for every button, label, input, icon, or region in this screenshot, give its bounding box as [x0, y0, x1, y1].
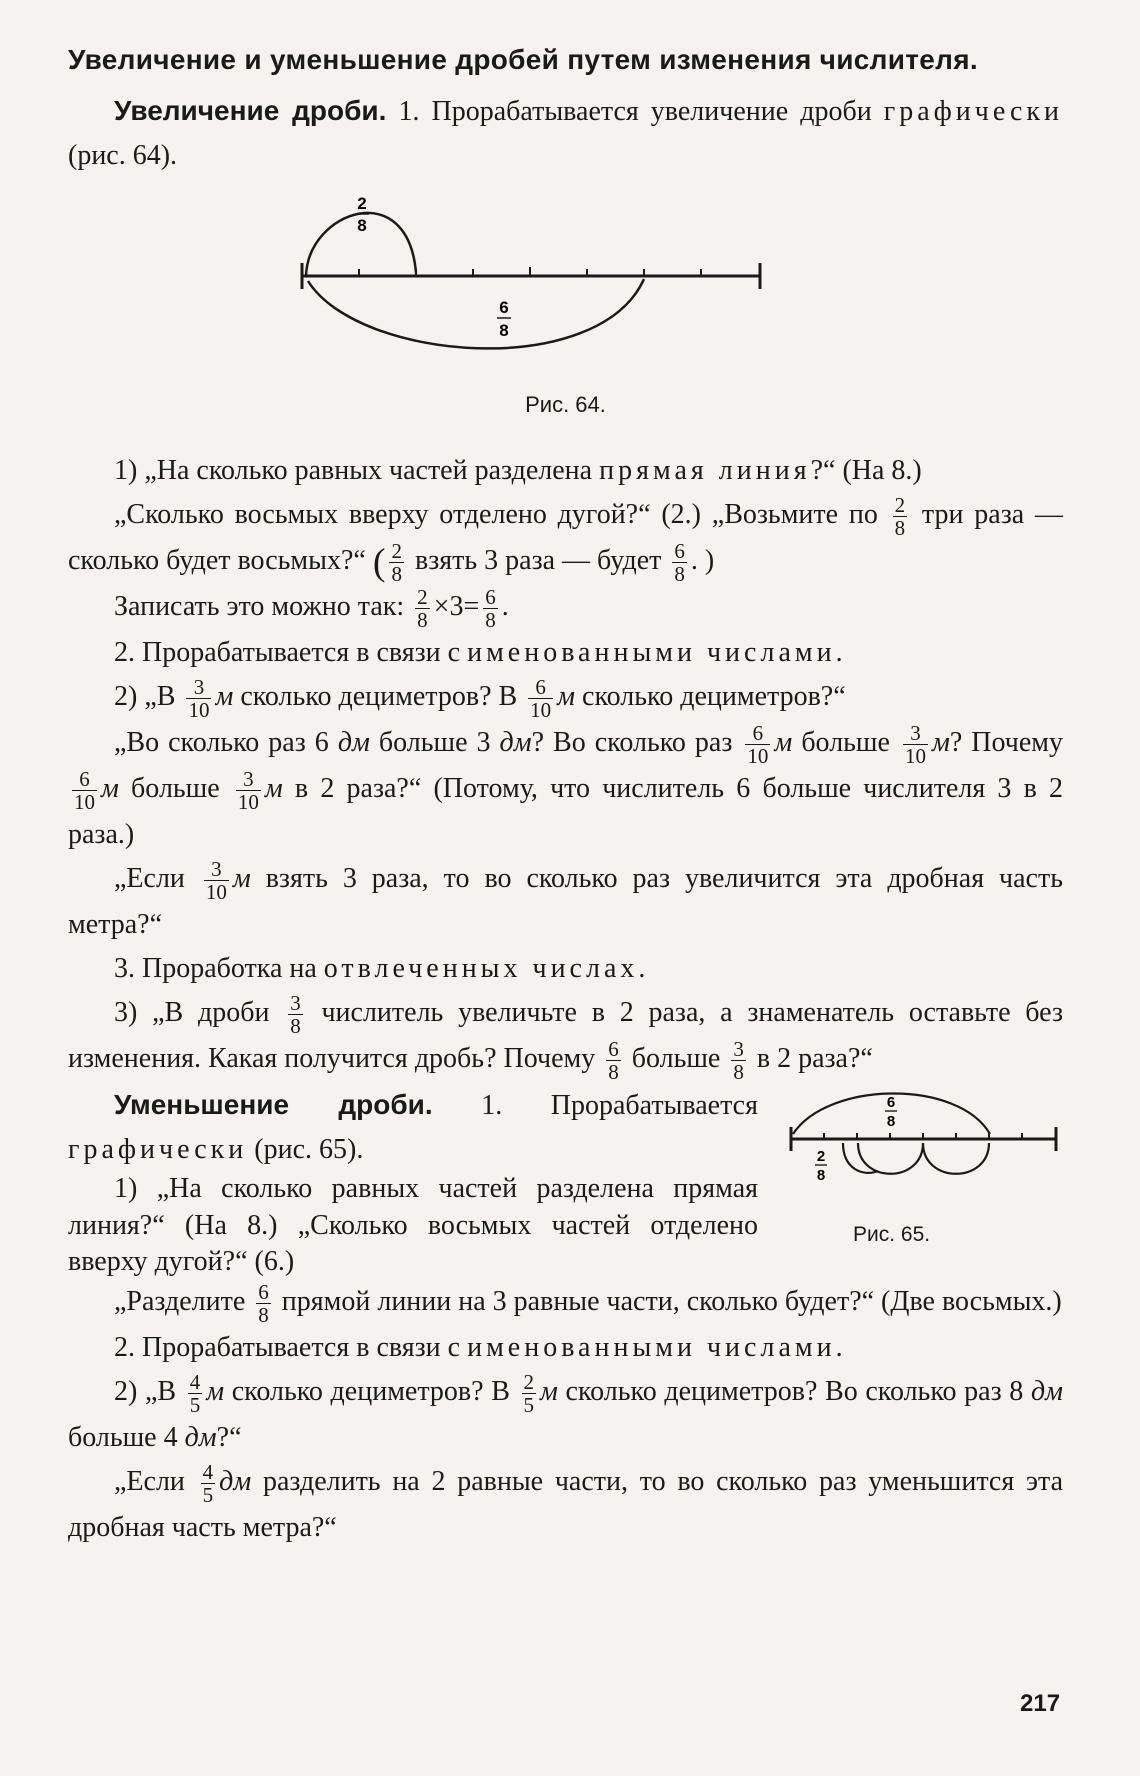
- bottom-arc-3: [923, 1143, 989, 1174]
- increase-write: Записать это можно так: $\frac{2}{8}$ ×3= $\frac{6}{8}$ .: [114, 585, 509, 633]
- wrap-block: [68, 991, 1063, 1281]
- bottom-arc-2: [858, 1143, 923, 1174]
- figure-65-caption: Рис. 65.: [853, 1222, 931, 1246]
- decrease-heading: Уменьшение дроби.: [114, 1088, 433, 1120]
- top-arc-frac-num: 2: [357, 194, 367, 214]
- bottom-arc-frac-num: 6: [499, 298, 509, 318]
- fraction-6-8: $\frac{6}{8}$: [674, 539, 685, 587]
- fraction-3-10: $\frac{3}{10}$: [188, 675, 210, 723]
- decrease-q1: 1) „На сколько равных частей разделена прямая линия?“ (На 8.) „Сколько восьмых частей отделено вверху дугой?“ (6.): [68, 1173, 758, 1277]
- increase-q2: „Сколько восьмых вверху отделено дугой?“ (2.) „Возьмите по $\frac{2}{8}$ три раза — сколько будет восьмых?“ ( $\frac{2}{8}$ взять 3 раза — будет $\frac{6}{8}$ . ): [68, 493, 1063, 587]
- top-arc-frac-den: 8: [886, 1112, 896, 1130]
- fraction-3-8: $\frac{3}{8}$: [290, 990, 301, 1038]
- decrease-intro: Уменьшение дроби. 1. Прорабатывается графически (рис. 65).: [68, 1088, 758, 1165]
- decrease-q2: „Разделите $\frac{6}{8}$ прямой линии на 3 равные части, сколько будет?“ (Две восьмых.): [114, 1280, 1062, 1328]
- fraction-6-8: $\frac{6}{8}$: [608, 1036, 619, 1084]
- decrease-block: [68, 1083, 1063, 1281]
- increase-q1: 1) „На сколько равных частей разделена прямая линия?“ (На 8.): [114, 455, 922, 487]
- fraction-2-8: $\frac{2}{8}$: [417, 585, 428, 633]
- decrease-part2: 2. Прорабатывается в связи с именованными числами.: [114, 1332, 843, 1364]
- fraction-3-10: $\frac{3}{10}$: [904, 721, 926, 769]
- fraction-2-8: $\frac{2}{8}$: [894, 493, 906, 541]
- page: [68, 42, 1063, 1550]
- figure-65: [788, 1089, 1063, 1259]
- fraction-6-10: $\frac{6}{10}$: [530, 675, 552, 723]
- fraction-6-8: $\frac{6}{8}$: [258, 1280, 269, 1328]
- decrease-n2: 2) „В $\frac{4}{5}$ м сколько дециметров? В $\frac{2}{5}$ м сколько дециметров? Во сколько раз 8 дм больше 4 дм?“: [68, 1370, 1063, 1454]
- fraction-2-8: $\frac{2}{8}$: [391, 539, 402, 587]
- figure-65-drawing: [788, 1089, 1063, 1219]
- fraction-3-10: $\frac{3}{10}$: [205, 857, 227, 905]
- increase-intro: Увеличение дроби. 1. Прорабатывается увеличение дроби графически (рис. 64).: [68, 95, 1064, 171]
- increase-n3: „Во сколько раз 6 дм больше 3 дм? Во сколько раз $\frac{6}{10}$ м больше $\frac{3}{10}$ м? Почему $\frac{6}{10}$ м больше $\frac{3}{10}$ м в 2 раза?“ (Потому, что числитель 6 больше числителя 3 в 2 раза.): [68, 721, 1063, 851]
- fraction-6-8: $\frac{6}{8}$: [485, 585, 496, 633]
- fraction-6-10: $\frac{6}{10}$: [74, 767, 95, 815]
- bottom-arc: [308, 279, 644, 348]
- fraction-2-5: $\frac{2}{5}$: [523, 1370, 535, 1418]
- section-title: Увеличение и уменьшение дробей путем изменения числителя.: [68, 44, 978, 75]
- increase-n2: 2) „В $\frac{3}{10}$ м сколько дециметров? В $\frac{6}{10}$ м сколько дециметров?“: [114, 675, 846, 723]
- figure-64-drawing: [298, 181, 778, 381]
- fraction-4-5: $\frac{4}{5}$: [189, 1370, 201, 1418]
- figure-64-caption: Рис. 64.: [525, 392, 606, 418]
- increase-n4: „Если $\frac{3}{10}$ м взять 3 раза, то во сколько раз увеличится эта дробная часть метра?“: [68, 857, 1063, 941]
- fraction-3-10: $\frac{3}{10}$: [237, 767, 259, 815]
- top-arc-frac-num: 6: [886, 1093, 896, 1111]
- left-frac-den: 8: [816, 1166, 826, 1184]
- increase-part2: 2. Прорабатывается в связи с именованными числами.: [114, 637, 843, 669]
- top-arc-frac-den: 8: [357, 216, 367, 236]
- page-number: 217: [1020, 1690, 1061, 1717]
- decrease-n3: „Если $\frac{4}{5}$ дм разделить на 2 равные части, то во сколько раз уменьшится эта дробная часть метра?“: [68, 1459, 1063, 1544]
- left-frac-num: 2: [816, 1147, 826, 1165]
- increase-part3: 3. Проработка на отвлеченных числах.: [114, 952, 646, 984]
- increase-heading: Увеличение дроби.: [114, 95, 387, 126]
- figure-64: [68, 181, 1063, 421]
- fraction-3-8: $\frac{3}{8}$: [733, 1036, 744, 1084]
- bottom-arc-frac-den: 8: [499, 321, 509, 341]
- increase-n5: 3) „В дроби $\frac{3}{8}$ числитель увеличьте в 2 раза, а знаменатель оставьте без изменения. Какая получится дробь? Почему $\frac{6}{8}$ больше $\frac{3}{8}$ в 2 раза?“: [68, 990, 1064, 1084]
- fraction-4-5: $\frac{4}{5}$: [202, 1459, 214, 1508]
- fraction-6-10: $\frac{6}{10}$: [747, 721, 769, 769]
